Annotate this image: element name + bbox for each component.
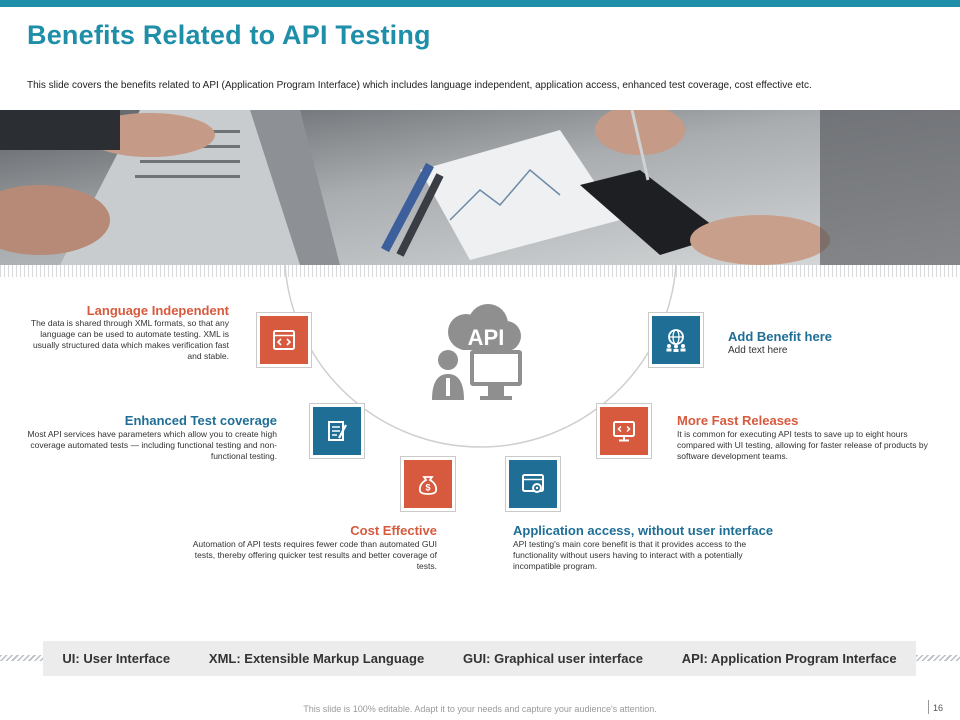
browser-gear-icon [509, 460, 557, 508]
globe-users-icon [652, 316, 700, 364]
benefit-title-add-benefit: Add Benefit here [728, 329, 833, 344]
api-label: API [467, 325, 505, 350]
glossary-item-ui: UI: User Interface [62, 651, 171, 666]
benefit-text-more-fast-releases: It is common for executing API tests to save up to eight hours compared with UI testing, allowing for faster release of products by software development teams. [677, 429, 928, 461]
benefit-title-enhanced-test-coverage: Enhanced Test coverage [124, 413, 277, 428]
benefit-title-language-independent: Language Independent [86, 303, 229, 318]
benefit-title-application-access: Application access, without user interface [513, 523, 774, 538]
footer-note: This slide is 100% editable. Adapt it to your needs and capture your audience's attention. [303, 704, 657, 714]
api-cloud-user-icon [426, 300, 534, 408]
page-number: 16 [933, 703, 944, 713]
benefit-text-language-independent: The data is shared through XML formats, so that any language can be used to automate testing. XML is usually structured data which makes verification fast and stable. [30, 318, 229, 361]
glossary-item-gui: GUI: Graphical user interface [463, 651, 643, 666]
benefit-text-cost-effective: Automation of API tests requires fewer code than automated GUI tests, thereby offering quicker test results and better coverage of tests. [192, 539, 437, 571]
cost-effective-icon-box [400, 456, 456, 512]
document-edit-icon [313, 407, 361, 455]
svg-text:$: $ [425, 482, 431, 493]
add-benefit-icon-box [648, 312, 704, 368]
benefit-title-more-fast-releases: More Fast Releases [677, 413, 799, 428]
benefit-text-add-benefit: Add text here [728, 345, 788, 356]
language-independent-icon-box [256, 312, 312, 368]
benefit-title-cost-effective: Cost Effective [350, 523, 437, 538]
application-access-icon-box [505, 456, 561, 512]
glossary-item-api: API: Application Program Interface [681, 651, 897, 666]
monitor-code-icon [600, 407, 648, 455]
enhanced-test-coverage-icon-box [309, 403, 365, 459]
glossary-bar [43, 641, 916, 676]
money-bag-icon [404, 460, 452, 508]
glossary-hatch-left [0, 655, 43, 661]
page-subtitle: This slide covers the benefits related to API (Application Program Interface) which includes language independent, application access, enhanced test coverage, cost effective etc. [27, 80, 812, 91]
page-title: Benefits Related to API Testing [27, 20, 431, 50]
page-number-divider [928, 700, 929, 714]
benefit-text-application-access: API testing's main core benefit is that it provides access to the functionality without users having to interact with a potentially incompatible program. [513, 539, 747, 571]
code-window-icon [260, 316, 308, 364]
more-fast-releases-icon-box [596, 403, 652, 459]
glossary-item-xml: XML: Extensible Markup Language [208, 651, 425, 666]
glossary-hatch-right [916, 655, 960, 661]
benefit-text-enhanced-test-coverage: Most API services have parameters which allow you to create high coverage automated tests — including functional testing and non-functional testing. [27, 429, 277, 461]
